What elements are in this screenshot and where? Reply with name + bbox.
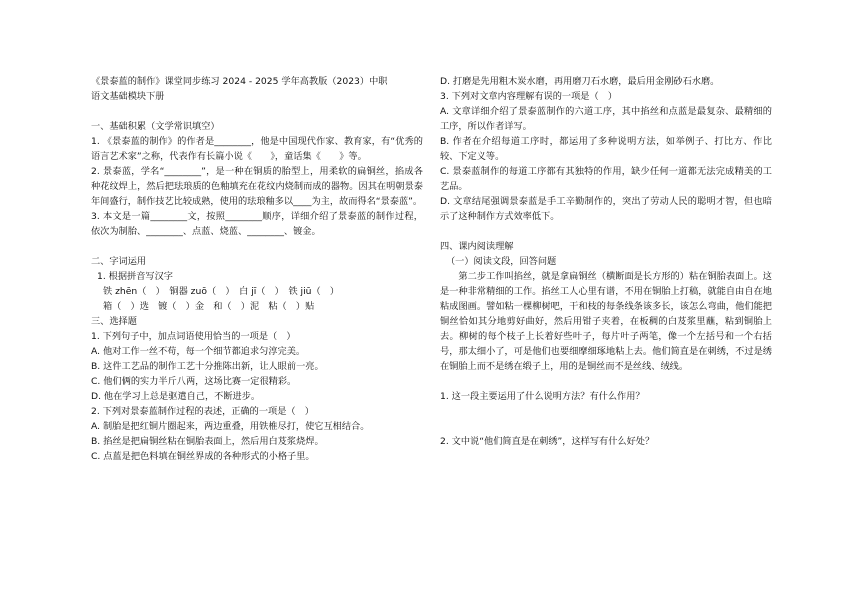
doc-title-line2: 语文基础模块下册 (91, 91, 165, 102)
left-column (91, 74, 423, 464)
mc3-option-b: B. 作者在介绍每道工序时，都运用了多种说明方法，如举例子、打比方、作比较、下定义等。 (440, 136, 772, 162)
mc3-option-a: A. 文章详细介绍了景泰蓝制作的六道工序，其中掐丝和点蓝是最复杂、最精细的工序，所以作者详写。 (440, 106, 772, 132)
section-4-sub: （一）阅读文段，回答问题 (446, 256, 557, 267)
mc2-option-a: A. 制胎是把红铜片圈起来，两边重叠，用铁椎尽打，使它互相结合。 (91, 421, 370, 432)
section-2-sub: 1. 根据拼音写汉字 (97, 271, 173, 282)
section-3-heading: 三、选择题 (91, 316, 137, 327)
question-2: 2. 景泰蓝，学名“________”，是一种在铜质的胎型上，用柔软的扁铜丝，掐成各种花纹焊上，然后把珐琅质的色釉填充在花纹内烧制而成的器物。因其在明朝景泰年间盛行，制作技艺比较成熟，使用的珐琅釉多以____为主，故而得名“景泰蓝”。 (91, 166, 423, 207)
mc1-option-a: A. 他对工作一丝不苟，每一个细节都追求匀淳完美。 (91, 346, 306, 357)
mc3-option-c: C. 景泰蓝制作的每道工序都有其独特的作用，缺少任何一道都无法完成精美的工艺品。 (440, 166, 772, 192)
mc2-option-d: D. 打磨是先用粗木炭水磨，再用磨刀石水磨，最后用金刚砂石水磨。 (440, 76, 720, 87)
pinyin-row-1: 铁 zhēn（ ） 铜器 zuō（ ） 白 jī（ ） 铁 jiū（ ） (103, 286, 340, 297)
mc2-option-c: C. 点蓝是把色料填在铜丝界成的各种形式的小格子里。 (91, 451, 315, 462)
reading-question-1: 1. 这一段主要运用了什么说明方法？有什么作用？ (440, 391, 645, 402)
mc3-option-d: D. 文章结尾强调景泰蓝是手工辛勤制作的，突出了劳动人民的聪明才智，但也暗示了这种制作方式效率低下。 (440, 196, 772, 222)
reading-question-2: 2. 文中说“他们简直是在刺绣”，这样写有什么好处？ (440, 436, 655, 447)
question-3: 3. 本文是一篇________文，按照________顺序，详细介绍了景泰蓝的制作过程，依次为制胎、________、点蓝、烧蓝、________、镀金。 (91, 211, 423, 237)
question-1: 1. 《景泰蓝的制作》的作者是________，他是中国现代作家、教育家，有“优秀的语言艺术家”之称，代表作有长篇小说《 》，童话集《 》等。 (91, 136, 423, 162)
mc3-stem: 3. 下列对文章内容理解有误的一项是（ ） (440, 91, 618, 102)
section-2-heading: 二、字词运用 (91, 256, 147, 267)
section-4-heading: 四、课内阅读理解 (440, 241, 514, 252)
reading-passage: 第二步工作叫掐丝，就是拿扁铜丝（横断面是长方形的）粘在铜胎表面上。这是一种非常精细的工作。掐丝工人心里有谱，不用在铜胎上打稿，就能自由自在地粘成图画。譬如粘一棵柳树吧，干和枝的每条线条该多长，该怎么弯曲，他们能把铜丝恰如其分地剪好曲好，然后用钳子夹着，在板稠的白芨浆里蘸，粘到铜胎上去。柳树的每个枝子上长着好些叶子，每片叶子两笔，像一个左括号和一个右括号，那太细小了，可是他们也要细摩细琢地粘上去。他们简直是在刺绣，不过是绣在铜胎上而不是绣在缎子上，用的是铜丝而不是丝线、绒线。 (440, 271, 772, 372)
doc-title-line1: 《景泰蓝的制作》课堂同步练习 2024 - 2025 学年高教版（2023）中职 (91, 76, 388, 87)
mc1-stem: 1. 下列句子中，加点词语使用恰当的一项是（ ） (91, 331, 296, 342)
mc1-option-d: D. 他在学习上总是驱遣自己，不断进步。 (91, 391, 261, 402)
mc2-option-b: B. 掐丝是把扁铜丝粘在铜胎表面上，然后用白芨浆烧焊。 (91, 436, 324, 447)
right-column (440, 74, 772, 449)
mc2-stem: 2. 下列对景泰蓝制作过程的表述，正确的一项是（ ） (91, 406, 314, 417)
section-1-heading: 一、基础积累（文学常识填空） (91, 121, 220, 132)
mc1-option-c: C. 他们俩的实力半斤八两，这场比赛一定很精彩。 (91, 376, 297, 387)
pinyin-row-2: 箱（ ）选 镀（ ）金 和（ ）泥 粘（ ）贴 (103, 301, 315, 312)
mc1-option-b: B. 这件工艺品的制作工艺十分推陈出新，让人眼前一亮。 (91, 361, 324, 372)
